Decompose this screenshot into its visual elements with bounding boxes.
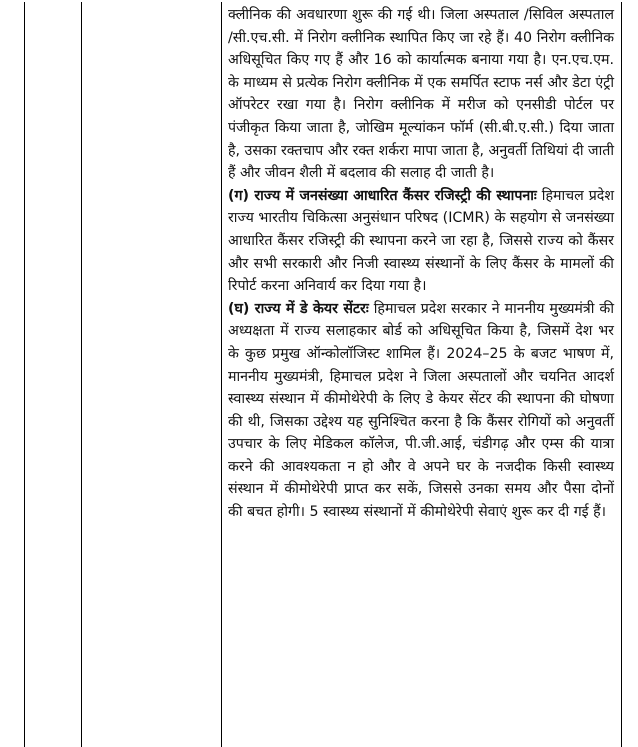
table-column-subject [81, 2, 222, 747]
paragraph-nirog-clinic: क्लीनिक की अवधारणा शुरू की गई थी। जिला अस्पताल /सिविल अस्पताल /सी.एच.सी. में निरोग क्लीनिक स्थापित किए जा रहे हैं। 40 निरोग क्लीनिक अधिसूचित किए गए हैं और 16 को कार्यात्मक बनाया गया है। एन.एच.एम. के माध्यम से प्रत्येक निरोग क्लीनिक में एक समर्पित स्टाफ नर्स और डेटा एंट्री ऑपरेटर रखा गया है। निरोग क्लीनिक में मरीज को एनसीडी पोर्टल पर पंजीकृत किया जाता है, जोखिम मूल्यांकन फॉर्म (सी.बी.ए.सी.) दिया जाता है, उसका रक्तचाप और रक्त शर्करा मापा जाता है, अनुवर्ती तिथियां दी जाती हैं और जीवन शैली में बदलाव की सलाह दी जाती है। [228, 7, 615, 182]
table-cell-content [228, 4, 614, 524]
section-day-care-body: हिमाचल प्रदेश सरकार ने माननीय मुख्यमंत्री की अध्यक्षता में राज्य सलाहकार बोर्ड को अधिसूचित किया है, जिसमें देश भर के कुछ प्रमुख ऑन्कोलॉजिस्ट शामिल हैं। 2024–25 के बजट भाषण में, माननीय मुख्यमंत्री, हिमाचल प्रदेश ने जिला अस्पतालों और चयनित आदर्श स्वास्थ्य संस्थान में कीमोथेरेपी के लिए डे केयर सेंटर की स्थापना की घोषणा की थी, जिसका उद्देश्य यह सुनिश्चित करना है कि कैंसर रोगियों को अनुवर्ती उपचार के लिए मेडिकल कॉलेज, पी.जी.आई, चंडीगढ़ और एम्स की यात्रा करने की आवश्यकता न हो और वे अपने घर के नजदीक किसी स्वास्थ्य संस्थान में कीमोथेरेपी प्राप्त कर सकें, जिससे उनका समय और पैसा दोनों की बचत होगी। 5 स्वास्थ्य संस्थानों में कीमोथेरेपी सेवाएं शुरू कर दी गई हैं। [228, 300, 614, 521]
section-cancer-registry-heading: (ग) राज्य में जनसंख्या आधारित कैंसर रजिस्ट्री की स्थापनाः [228, 187, 537, 204]
section-day-care-heading: (घ) राज्य में डे केयर सेंटरः [228, 300, 369, 317]
section-cancer-registry-body: हिमाचल प्रदेश राज्य भारतीय चिकित्सा अनुसंधान परिषद (ICMR) के सहयोग से जनसंख्या आधारित कैंसर रजिस्ट्री की स्थापना करने जा रहा है, जिससे राज्य को कैंसर और सभी सरकारी और निजी स्वास्थ्य संस्थानों के लिए कैंसर के मामलों की रिपोर्ट करना अनिवार्य कर दिया गया है। [228, 187, 614, 295]
section-cancer-registry [228, 185, 614, 298]
section-day-care-centre [228, 298, 614, 524]
table-column-serial [24, 2, 82, 747]
